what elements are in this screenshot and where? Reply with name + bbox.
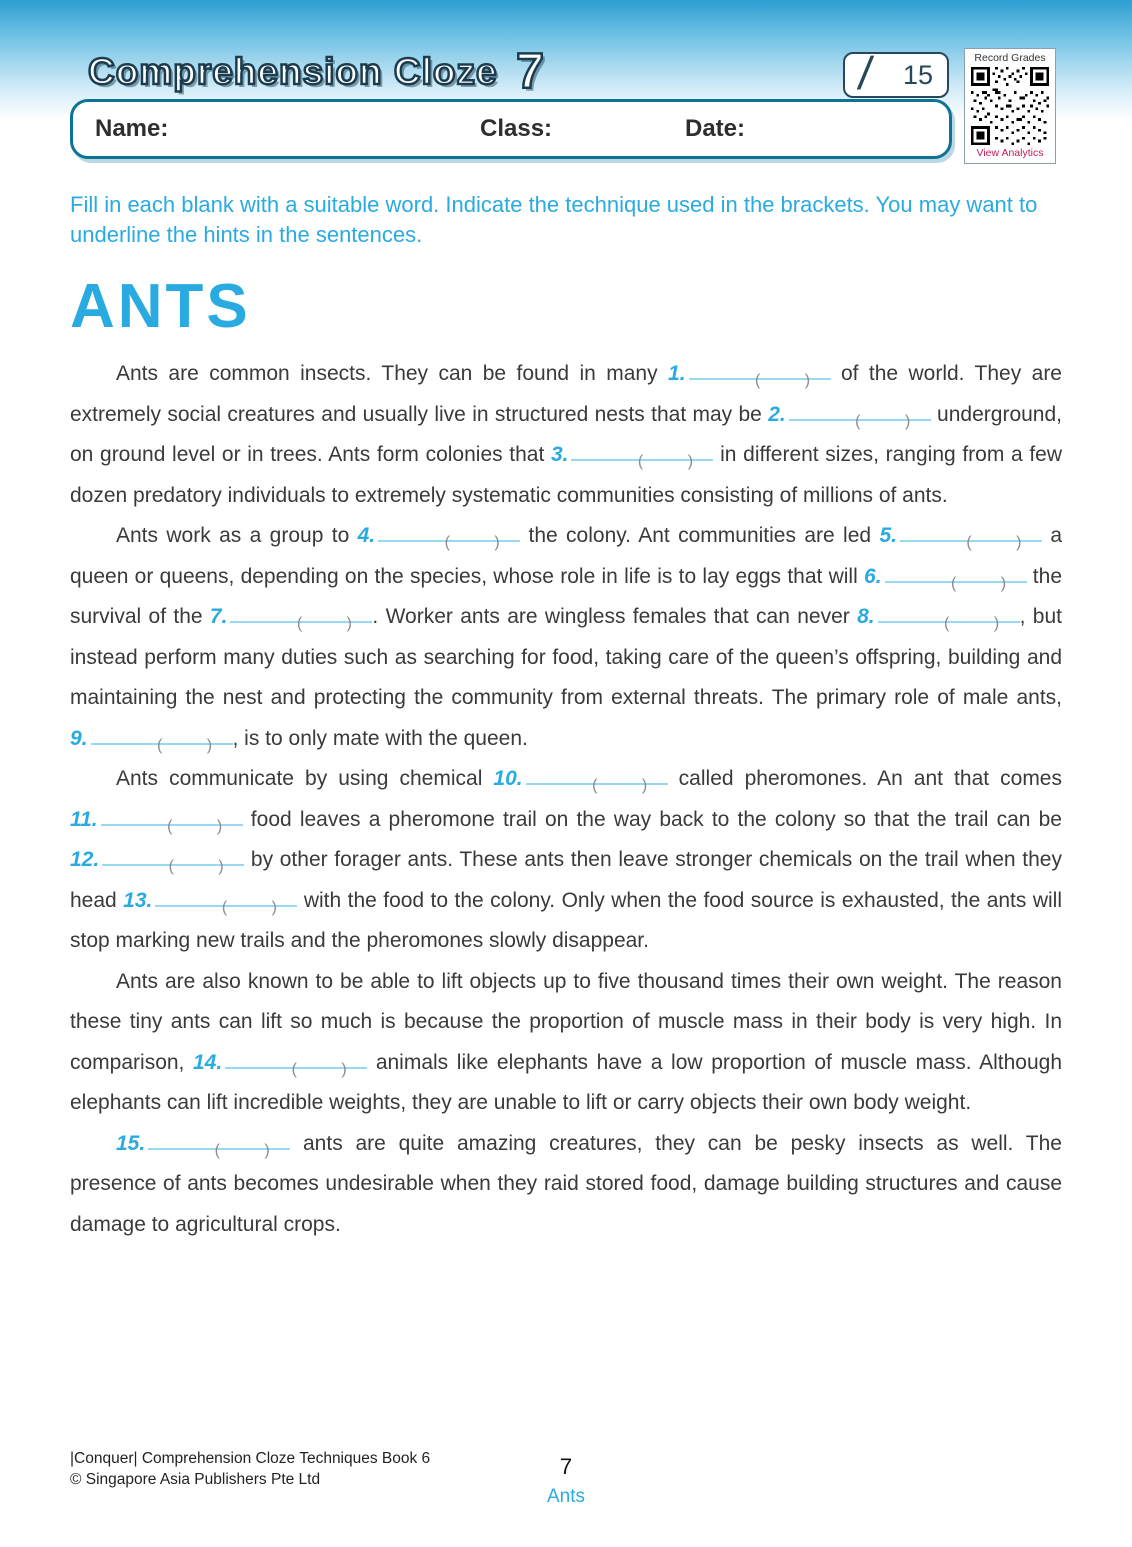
cloze-blank-4[interactable] <box>357 524 521 551</box>
cloze-blank-2[interactable] <box>768 402 931 430</box>
sheet-number: 7 <box>516 43 544 99</box>
qr-top-label: Record Grades <box>974 52 1046 64</box>
instructions-text: Fill in each blank with a suitable word. Indicate the technique used in the brackets. You may want to underline the hints in the sentences. <box>70 192 1038 247</box>
passage-paragraph: 15. ( ) ants are quite amazing creatures, they can be pesky insects as well. The presence of ants becomes undesirable when they raid stored food, damage building structures and cause damage to agricultural crops. <box>70 1131 1062 1236</box>
blank-number: 2. <box>768 402 786 426</box>
page-title <box>88 42 544 100</box>
blank-number: 10. <box>493 767 523 790</box>
cloze-blank-6[interactable] <box>864 564 1027 592</box>
technique-bracket[interactable]: ( ) <box>221 898 277 916</box>
passage-paragraph: Ants communicate by using chemical 10. ( ) called pheromones. An ant that comes 11. ( ) food leaves a pheromone trail on the way back to the colony so that the trail can be 12. ( ) by other forager ants. These ants then leave stronger chemicals on the trail when they head 13. ( ) with the food to the colony. Only when the food source is exhausted, the ants will stop marking new trails and the pheromones slowly disappear. <box>70 767 1062 952</box>
blank-number: 12. <box>70 848 100 871</box>
technique-bracket[interactable]: ( ) <box>592 777 648 794</box>
footer-page-block <box>506 1454 626 1508</box>
blank-write-line[interactable] <box>571 443 713 470</box>
blank-write-line[interactable] <box>101 808 243 835</box>
technique-bracket[interactable]: ( ) <box>966 534 1022 551</box>
blank-write-line[interactable] <box>91 727 233 754</box>
technique-bracket[interactable]: ( ) <box>950 574 1007 592</box>
blank-number: 14. <box>193 1050 223 1074</box>
blank-number: 9. <box>70 726 88 750</box>
blank-write-line[interactable] <box>225 1051 367 1078</box>
score-box <box>843 47 949 99</box>
cloze-blank-14[interactable] <box>193 1050 367 1078</box>
blank-number: 5. <box>879 524 897 547</box>
page-footer <box>70 1448 1062 1528</box>
date-label: Date: <box>685 115 746 142</box>
footer-publisher-line: © Singapore Asia Publishers Pte Ltd <box>70 1471 321 1488</box>
blank-write-line[interactable] <box>689 362 831 389</box>
blank-number: 3. <box>550 443 569 466</box>
blank-number: 15. <box>116 1131 146 1155</box>
score-total: 15 <box>902 59 933 90</box>
cloze-blank-1[interactable] <box>668 362 831 389</box>
blank-write-line[interactable] <box>102 848 244 875</box>
technique-bracket[interactable]: ( ) <box>156 736 213 754</box>
cloze-blank-8[interactable] <box>857 605 1020 632</box>
cloze-blank-11[interactable] <box>70 807 243 835</box>
class-label: Class: <box>480 115 553 142</box>
cloze-blank-12[interactable] <box>70 848 244 875</box>
cloze-blank-10[interactable] <box>493 767 667 794</box>
passage-paragraph: Ants are also known to be able to lift objects up to five thousand times their own weight. The reason these tiny ants can lift so much is because the proportion of muscle mass in their body is very high. In comparison, 14. ( ) animals like elephants have a low proportion of muscle mass. Although elephants can lift incredible weights, they are unable to lift or carry objects their own body weight. <box>70 969 1062 1114</box>
technique-bracket[interactable]: ( ) <box>444 534 500 551</box>
footer-book-line: |Conquer| Comprehension Cloze Techniques Book 6 <box>70 1450 431 1467</box>
blank-number: 1. <box>668 362 686 385</box>
blank-number: 8. <box>857 605 875 628</box>
score-slash: / <box>855 47 876 99</box>
passage-paragraph: Ants work as a group to 4. ( ) the colony. Ant communities are led 5. ( ) a queen or queens, depending on the species, whose role in life is to lay eggs that will 6. ( ) the survival of the 7. ( ) . Worker ants are wingless females that can never 8. ( ) , but instead perform many duties such as searching for food, taking care of the queen’s offspring, building and maintaining the nest and protecting the community from external threats. The primary role of male ants, 9. ( ) , is to only mate with the queen. <box>70 524 1062 754</box>
blank-write-line[interactable] <box>885 565 1027 592</box>
blank-write-line[interactable] <box>789 403 931 430</box>
sheet-title: Comprehension Cloze <box>88 51 498 92</box>
technique-bracket[interactable]: ( ) <box>168 858 224 875</box>
blank-number: 13. <box>123 888 153 912</box>
cloze-blank-13[interactable] <box>123 888 297 916</box>
blank-number: 11. <box>70 807 98 831</box>
cloze-blank-5[interactable] <box>879 524 1042 551</box>
name-label: Name: <box>95 115 169 142</box>
blank-write-line[interactable] <box>155 889 297 916</box>
technique-bracket[interactable]: ( ) <box>167 817 223 835</box>
technique-bracket[interactable]: ( ) <box>754 372 811 389</box>
technique-bracket[interactable]: ( ) <box>296 615 352 632</box>
blank-number: 7. <box>209 605 228 628</box>
blank-write-line[interactable] <box>526 767 668 794</box>
passage-paragraph: Ants are common insects. They can be found in many 1. ( ) of the world. They are extremely social creatures and usually live in structured nests that may be 2. ( ) underground, on ground level or in trees. Ants form colonies that 3. ( ) in different sizes, ranging from a few dozen predatory individuals to extremely systematic communities consisting of millions of ants. <box>70 362 1063 507</box>
cloze-blank-3[interactable] <box>550 443 714 470</box>
cloze-passage <box>70 354 1062 1245</box>
blank-write-line[interactable] <box>378 524 520 551</box>
page-topic: Ants <box>546 1486 586 1507</box>
technique-bracket[interactable]: ( ) <box>944 615 1000 632</box>
name-class-date-box[interactable] <box>70 99 952 159</box>
technique-bracket[interactable]: ( ) <box>214 1141 270 1159</box>
qr-panel <box>964 48 1056 164</box>
technique-bracket[interactable]: ( ) <box>637 453 694 470</box>
blank-write-line[interactable] <box>230 605 372 632</box>
blank-number: 4. <box>357 524 376 547</box>
cloze-blank-7[interactable] <box>209 605 373 632</box>
cloze-blank-15[interactable] <box>116 1131 290 1159</box>
cloze-blank-9[interactable] <box>70 726 233 754</box>
blank-write-line[interactable] <box>148 1132 290 1159</box>
blank-write-line[interactable] <box>878 605 1020 632</box>
page-number: 7 <box>559 1454 573 1479</box>
technique-bracket[interactable]: ( ) <box>291 1060 347 1078</box>
qr-code-icon <box>971 67 1049 145</box>
qr-bottom-label: View Analytics <box>976 147 1044 159</box>
technique-bracket[interactable]: ( ) <box>855 412 911 430</box>
blank-write-line[interactable] <box>900 524 1042 551</box>
passage-title: ANTS <box>70 272 251 341</box>
blank-number: 6. <box>864 564 882 588</box>
